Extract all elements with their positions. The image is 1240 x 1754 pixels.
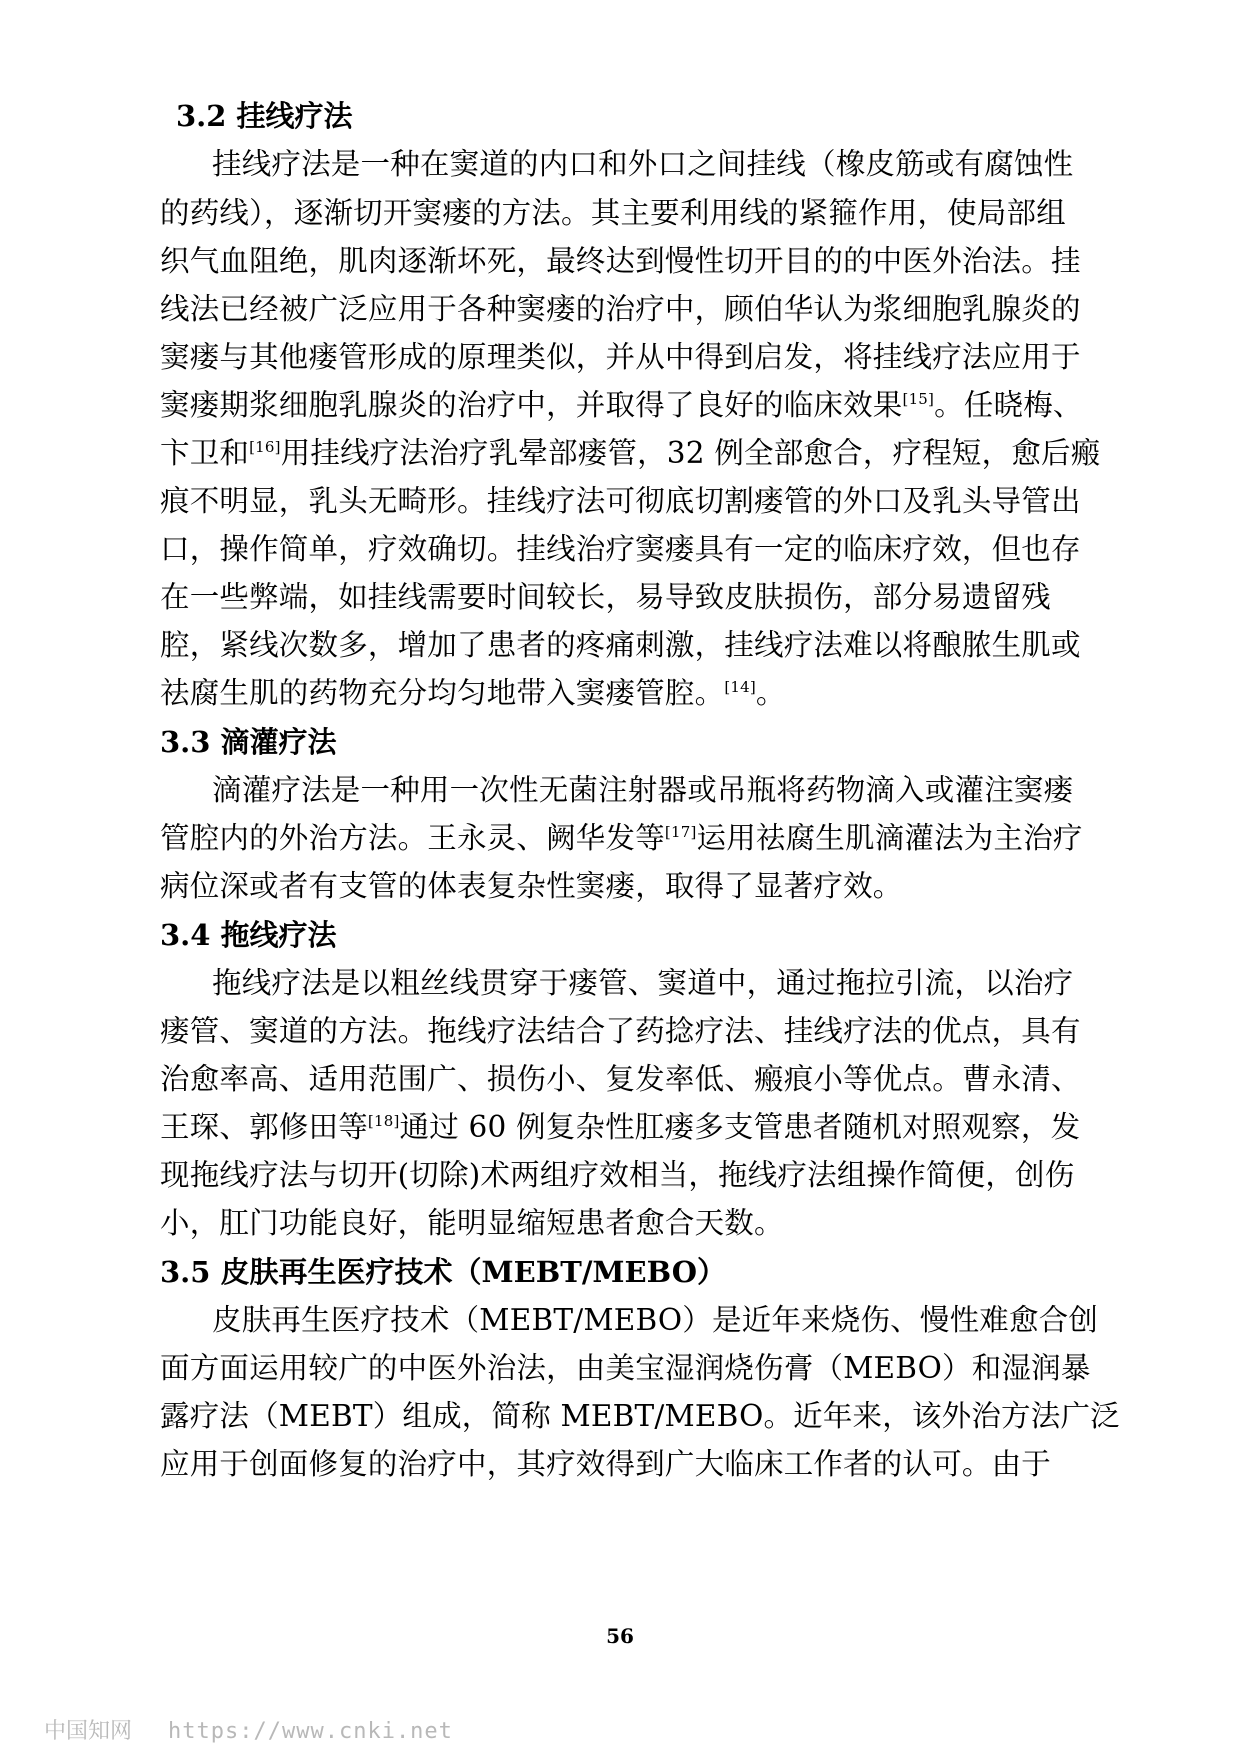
section-heading-3-2: 3.2 挂线疗法 bbox=[176, 99, 353, 133]
paragraph-line: 面方面运用较广的中医外治法，由美宝湿润烧伤膏（MEBO）和湿润暴 bbox=[160, 1351, 1091, 1385]
cnki-watermark bbox=[44, 1714, 453, 1745]
watermark-url: https://www.cnki.net bbox=[168, 1719, 453, 1744]
paragraph-line: 应用于创面修复的治疗中，其疗效得到广大临床工作者的认可。由于 bbox=[160, 1447, 1052, 1481]
citation-17: [17] bbox=[664, 823, 697, 842]
paragraph-line: 窦瘘与其他瘘管形成的原理类似，并从中得到启发，将挂线疗法应用于 bbox=[160, 340, 1081, 374]
paragraph-line: 腔，紧线次数多，增加了患者的疼痛刺激，挂线疗法难以将酿脓生肌或 bbox=[160, 628, 1081, 662]
paragraph-line: 露疗法（MEBT）组成，简称 MEBT/MEBO。近年来，该外治方法广泛 bbox=[160, 1399, 1120, 1433]
paragraph-line: 小，肛门功能良好，能明显缩短患者愈合天数。 bbox=[160, 1206, 784, 1240]
paragraph-line: 王琛、郭修田等[18]通过 60 例复杂性肛瘘多支管患者随机对照观察，发 bbox=[160, 1110, 1081, 1144]
paragraph-line: 窦瘘期浆细胞乳腺炎的治疗中，并取得了良好的临床效果[15]。任晓梅、 bbox=[160, 388, 1083, 422]
paragraph-line: 治愈率高、适用范围广、损伤小、复发率低、瘢痕小等优点。曹永清、 bbox=[160, 1062, 1081, 1096]
paragraph-line: 口，操作简单，疗效确切。挂线治疗窦瘘具有一定的临床疗效，但也存 bbox=[160, 532, 1081, 566]
paragraph-line: 皮肤再生医疗技术（MEBT/MEBO）是近年来烧伤、慢性难愈合创 bbox=[212, 1303, 1099, 1337]
citation-16: [16] bbox=[249, 438, 281, 457]
paragraph-line: 挂线疗法是一种在窦道的内口和外口之间挂线（橡皮筋或有腐蚀性 bbox=[212, 147, 1074, 181]
citation-18: [18] bbox=[367, 1112, 400, 1131]
paragraph-line: 祛腐生肌的药物充分均匀地带入窦瘘管腔。[14]。 bbox=[160, 676, 786, 710]
section-heading-3-3: 3.3 滴灌疗法 bbox=[160, 725, 337, 759]
paragraph-line: 病位深或者有支管的体表复杂性窦瘘，取得了显著疗效。 bbox=[160, 869, 903, 903]
paragraph-line: 瘘管、窦道的方法。拖线疗法结合了药捻疗法、挂线疗法的优点，具有 bbox=[160, 1014, 1081, 1048]
paragraph-line: 滴灌疗法是一种用一次性无菌注射器或吊瓶将药物滴入或灌注窦瘘 bbox=[212, 773, 1074, 807]
paragraph-line: 痕不明显，乳头无畸形。挂线疗法可彻底切割瘘管的外口及乳头导管出 bbox=[160, 484, 1081, 518]
paragraph-line: 线法已经被广泛应用于各种窦瘘的治疗中，顾伯华认为浆细胞乳腺炎的 bbox=[160, 292, 1081, 326]
paragraph-line: 在一些弊端，如挂线需要时间较长，易导致皮肤损伤，部分易遗留残 bbox=[160, 580, 1052, 614]
citation-14: [14] bbox=[724, 678, 756, 697]
paragraph-line: 拖线疗法是以粗丝线贯穿于瘘管、窦道中，通过拖拉引流，以治疗 bbox=[212, 966, 1074, 1000]
citation-15: [15] bbox=[902, 390, 935, 409]
watermark-brand: 中国知网 bbox=[44, 1719, 133, 1744]
page-number: 56 bbox=[606, 1624, 634, 1648]
section-heading-3-4: 3.4 拖线疗法 bbox=[160, 918, 337, 952]
paragraph-line: 的药线），逐渐切开窦瘘的方法。其主要利用线的紧箍作用，使局部组 bbox=[160, 196, 1066, 230]
paragraph-line: 管腔内的外治方法。王永灵、阙华发等[17]运用祛腐生肌滴灌法为主治疗 bbox=[160, 821, 1083, 855]
paragraph-line: 织气血阻绝，肌肉逐渐坏死，最终达到慢性切开目的的中医外治法。挂 bbox=[160, 244, 1081, 278]
paragraph-line: 现拖线疗法与切开(切除)术两组疗效相当，拖线疗法组操作简便，创伤 bbox=[160, 1158, 1075, 1192]
section-heading-3-5: 3.5 皮肤再生医疗技术（MEBT/MEBO） bbox=[160, 1255, 726, 1289]
paragraph-line: 卞卫和[16]用挂线疗法治疗乳晕部瘘管，32 例全部愈合，疗程短，愈后瘢 bbox=[160, 436, 1101, 470]
